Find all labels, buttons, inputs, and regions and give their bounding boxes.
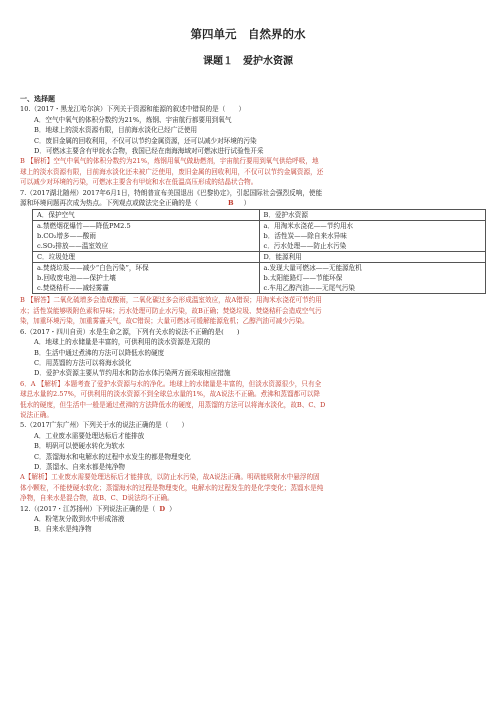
question-10-option-b: B．地球上的淡水资源有限，目前海水淡化已经广泛使用 — [34, 126, 198, 135]
question-5-option-d: D．蒸馏水、自来水都是纯净物 — [34, 462, 126, 471]
question-5-answer-line: 净物，自来水是混合物，故B、C、D说法均不正确。 — [20, 494, 174, 503]
question-5-answer-line: A【解析】工业废水需要处理达标后才能排放，以防止水污染，故A说法正确。明矾能吸附水中悬浮的固 — [20, 473, 320, 482]
question-6-stem: 6.（2017・四川自贡）水是生命之源，下列有关水的说法不正确的是( ) — [20, 327, 240, 336]
question-6-option-b: B．生活中通过煮沸的方法可以降低水的硬度 — [34, 348, 165, 357]
lesson-title: 课题１ 爱护水资源 — [203, 56, 293, 67]
question-12-option-b: B．自来水是纯净物 — [34, 525, 92, 534]
question-12-stem-text: 12.（(2017・江苏扬州）下列说法正确的是（ — [20, 504, 156, 513]
table-cell: C．垃圾处理 — [33, 252, 260, 263]
question-7-stem-line — [20, 198, 490, 208]
question-12-option-a: A．粉笔灰分散到水中形成溶液 — [34, 515, 125, 523]
question-10-answer-line: B 【解析】空气中氧气的体积分数约为21%，炼钢用氧气做助燃剂，宇宙航行要用到氧气供给呼吸，地 — [20, 157, 319, 166]
question-6-option-c: C．用蒸馏的方法可以将海水淡化 — [34, 358, 132, 367]
question-5-answer-line: 体小颗粒，不能使硬水软化；蒸馏海水的过程是物理变化，电解水的过程发生的是化学变化；蒸馏水是纯 — [20, 483, 324, 492]
question-6-answer-line: 说法正确。 — [20, 410, 53, 419]
question-6-answer-line: 6．A 【解析】本题考查了爱护水资源与水的净化。地球上的水储量是丰富的，但淡水资源很少，只有全 — [20, 379, 322, 388]
question-10-answer-line: 球上的淡水资源有限，目前海水淡化还未被广泛使用，废旧金属的回收利用，不仅可以节约金属资源，还 — [20, 167, 324, 176]
table-cell: a.发现大量可燃冰——无能源危机 b.太阳能路灯——节能环保 c.车用乙醇汽油——无尾气污染 — [259, 263, 486, 294]
table-cell: a．用淘米水浇花——节约用水 b．活性炭——除自来水异味 c．污水处理——防止水污染 — [259, 221, 486, 252]
question-10-option-a: A．空气中氧气的体积分数约为21%，炼钢、宇宙航行都要用到氧气 — [34, 115, 232, 124]
options-table — [32, 209, 486, 294]
question-7-stem-text: 源和环境问题再次成为热点。下列观点或做法完全正确的是（ — [20, 199, 199, 208]
question-6-option-d: D．爱护水资源主要从节约用水和防治水体污染两方面采取相应措施 — [34, 369, 231, 378]
question-7-answer-line: 水；活性炭能够吸附色素和异味；污水处理可防止水污染，故B正确；焚烧垃圾、焚烧秸秆会造成空气污 — [20, 306, 322, 315]
table-cell: D．能源利用 — [259, 252, 486, 263]
question-6-answer-line: 球总水量的2.57%，可供利用的淡水资源不到全球总水量的1%，故A说法不正确。煮沸和蒸馏都可以降 — [20, 390, 320, 399]
question-5-option-c: C．蒸馏海水和电解水的过程中水发生的都是物理变化 — [34, 452, 191, 461]
question-10-answer-line: 可以减少对环境的污染，可燃冰主要含有甲烷和水在低温高压形成的结晶状合物。 — [20, 178, 258, 187]
question-6-option-a: A．地球上的水储量是丰富的，可供利用的淡水资源是无限的 — [34, 338, 211, 347]
table-cell: B．爱护水资源 — [259, 210, 486, 221]
question-10-option-c: C．废旧金属的回收利用，不仅可以节约金属资源，还可以减少对环境的污染 — [34, 136, 257, 145]
document-body — [20, 94, 490, 535]
question-5-option-b: B．明矾可以使硬水转化为软水 — [34, 442, 125, 451]
question-12-stem-line — [20, 504, 490, 514]
question-7-stem-line: 7.（2017湖北随州）2017年6月1日，特朗普宣布美国退出《巴黎协定》，引起国际社会强烈反响，使能 — [20, 188, 323, 197]
section-heading: 一、选择题 — [20, 94, 55, 103]
question-10-stem: 10.（2017・黑龙江哈尔滨）下列关于资源和能源的叙述中错误的是（ ） — [20, 105, 246, 114]
table-cell: A．保护空气 — [33, 210, 260, 221]
question-5-stem: 5.（2017广东广州）下列关于水的说法正确的是（ ） — [20, 421, 189, 430]
question-6-answer-line: 低水的硬度，但生活中一般是通过煮沸的方法降低水的硬度，用蒸馏的方法可以将海水淡化，故B、C、D — [20, 400, 326, 409]
question-10-option-d: D．可燃冰主要含有甲烷水合物，我国已经在南海海域对可燃冰进行试验性开采 — [34, 147, 264, 156]
question-12-stem-close: ） — [169, 504, 176, 513]
question-7-answer-line: 染，加重环境污染，加重雾霾天气，故C错误；大量可燃冰可缓解能源危机；乙醇汽油可减少污染。 — [20, 317, 309, 326]
question-7-answer-line: B 【解答】二氧化硫增多会造成酸雨，二氧化碳过多会形成温室效应，故A错误；用淘米水浇花可节约用 — [20, 296, 322, 305]
question-5-option-a: A．工业废水需要处理达标后才能排放 — [34, 431, 145, 440]
question-7-answer-mark: B — [228, 199, 234, 208]
question-12-answer-mark: D — [159, 504, 166, 513]
table-cell: a.焚烧垃圾——减少“白色污染”，环保 b.回收废电池——保护土壤 c.焚烧秸秆——减轻雾霾 — [33, 263, 260, 294]
unit-title: 第四单元 自然界的水 — [190, 27, 306, 41]
table-cell: a.禁燃烟花爆竹——降低PM2.5 b.CO₂增多——酸雨 c.SO₂排放——温室效应 — [33, 221, 260, 252]
question-7-stem-close: ） — [243, 199, 251, 208]
